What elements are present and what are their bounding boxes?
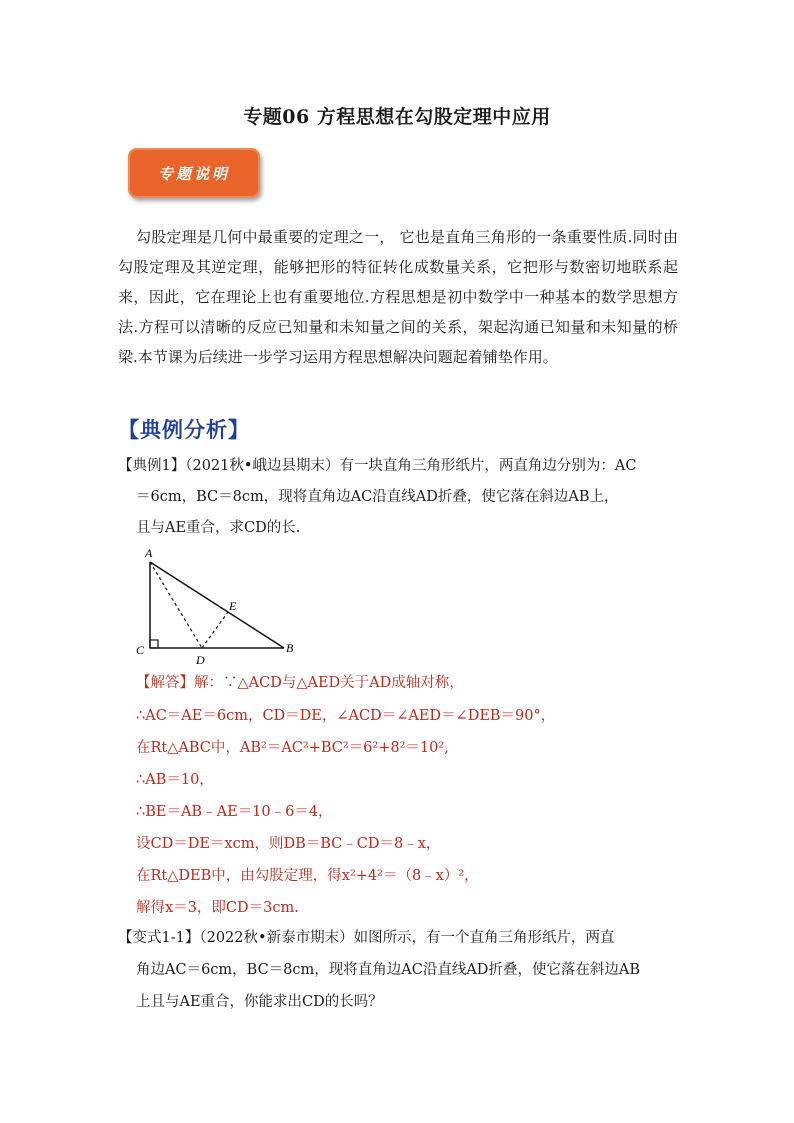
label-e: E xyxy=(229,599,237,613)
solution-tag: 【解答】 xyxy=(136,675,194,691)
example1-line1 xyxy=(118,456,637,476)
example1-tag: 【典例1】 xyxy=(118,458,186,474)
variant1-line1 xyxy=(118,928,615,948)
example1-line3: 且与AE重合，求CD的长. xyxy=(136,520,301,536)
label-a: A xyxy=(145,546,153,560)
variant1-text1: （2022秋•新泰市期末）如图所示，有一个直角三角形纸片，两直 xyxy=(199,930,615,946)
topic-badge: 专题说明 xyxy=(128,148,260,198)
right-angle-mark xyxy=(150,640,158,648)
section-heading: 【典例分析】 xyxy=(118,417,250,442)
solution-line2: 在Rt△ABC中，AB²＝AC²+BC²＝6²+8²＝10², xyxy=(136,740,449,756)
label-c: C xyxy=(136,643,145,657)
example1-text1: （2021秋•峨边县期末）有一块直角三角形纸片，两直角边分别为：AC xyxy=(185,458,637,474)
solution-line7: 解得x＝3，即CD＝3cm. xyxy=(136,900,299,916)
triangle-diagram xyxy=(128,542,308,672)
variant1-line3: 上且与AE重合，你能求出CD的长吗？ xyxy=(136,994,383,1010)
side-ab xyxy=(150,562,284,648)
example1-line2: ＝6cm，BC＝8cm，现将直角边AC沿直线AD折叠，使它落在斜边AB上， xyxy=(136,489,619,505)
variant1-line2: 角边AC＝6cm，BC＝8cm，现将直角边AC沿直线AD折叠，使它落在斜边AB xyxy=(136,962,641,978)
fold-line-ad xyxy=(150,562,202,648)
intro-paragraph: 勾股定理是几何中最重要的定理之一， 它也是直角三角形的一条重要性质.同时由勾股定理及其逆定理，能够把形的特征转化成数量关系，它把形与数密切地联系起来，因此，它在理论上也有重要地位.方程思想是初中数学中一种基本的数学思想方法.方程可以清晰的反应已知量和未知量之间的关系，架起沟通已知量和未知量的桥梁.本节课为后续进一步学习运用方程思想解决问题起着铺垫作用。 xyxy=(118,228,678,366)
label-b: B xyxy=(286,641,294,655)
solution-line5: 设CD＝DE＝xcm，则DB＝BC﹣CD＝8﹣x， xyxy=(136,836,441,852)
solution-line4: ∴BE＝AB﹣AE＝10﹣6＝4， xyxy=(136,804,333,820)
solution-line0 xyxy=(136,673,464,693)
solution-text0: 解：∵△ACD与△AED关于AD成轴对称， xyxy=(194,675,464,691)
page-title: 专题06 方程思想在勾股定理中应用 xyxy=(243,106,551,128)
label-d: D xyxy=(196,653,205,667)
variant1-tag: 【变式1-1】 xyxy=(118,930,200,946)
solution-line3: ∴AB＝10， xyxy=(136,772,214,788)
solution-line6: 在Rt△DEB中，由勾股定理，得x²+4²＝（8﹣x）²， xyxy=(136,868,479,884)
solution-line1: ∴AC＝AE＝6cm，CD＝DE，∠ACD＝∠AED＝∠DEB＝90°， xyxy=(136,708,556,724)
segment-de xyxy=(202,612,228,648)
